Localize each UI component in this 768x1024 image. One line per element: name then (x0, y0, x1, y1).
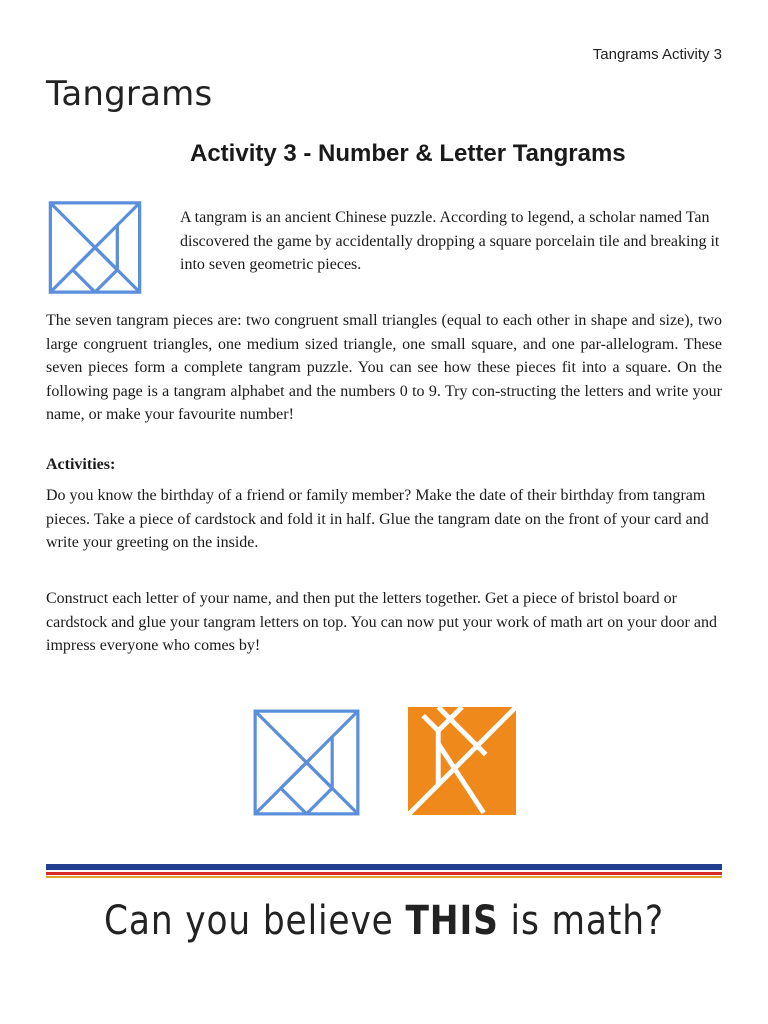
footer-rule-gold (46, 876, 722, 878)
tagline-emphasis: THIS (405, 898, 499, 944)
tagline (54, 898, 714, 944)
tangram-outline-small (46, 201, 144, 294)
activity-birthday-paragraph: Do you know the birthday of a friend or family member? Make the date of their birthday from tangram pieces. Take a piece of cardstock and fold it in half. Glue the tangram date on the front of your card and write your greeting on the inside. (46, 487, 709, 551)
tangram-filled-orange (402, 707, 522, 815)
pieces-paragraph: The seven tangram pieces are: two congruent small triangles (equal to each other in shape and size), two large congruent triangles, one medium sized triangle, one small square, and one par-allelogram. These seven pieces form a complete tangram puzzle. You can see how these pieces fit into a square. On the following page is a tangram alphabet and the numbers 0 to 9. Try con-structing the letters and write your name, or make your favourite number! (46, 312, 722, 423)
footer-rule-red (46, 872, 722, 875)
page-title: Tangrams (46, 74, 213, 114)
activity-heading: Activity 3 - Number & Letter Tangrams (190, 140, 626, 167)
header-label: Tangrams Activity 3 (592, 46, 722, 63)
footer-rule-blue (46, 864, 722, 870)
tagline-part1: Can you believe (104, 898, 406, 944)
activities-label: Activities: (46, 456, 116, 473)
tagline-part2: is math? (498, 898, 664, 944)
activity-name-paragraph: Construct each letter of your name, and then put the letters together. Get a piece of bristol board or cardstock and glue your tangram letters on top. You can now put your work of math art on your door and impress everyone who comes by! (46, 590, 717, 654)
tangram-outline-large (249, 709, 364, 816)
intro-paragraph: A tangram is an ancient Chinese puzzle. According to legend, a scholar named Tan discovered the game by accidentally dropping a square porcelain tile and breaking it into seven geometric pieces. (180, 209, 720, 273)
